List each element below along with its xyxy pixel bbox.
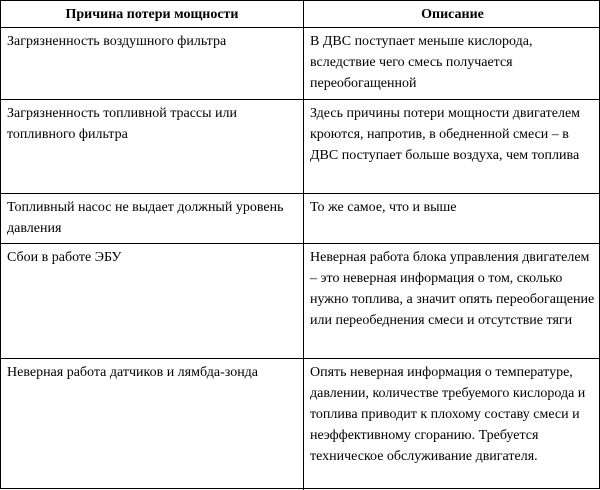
table-row (1, 243, 600, 358)
table-row (1, 99, 600, 193)
description-cell: Опять неверная информация о температуре, давлении, количестве требуемого кислорода и топлива приводит к плохому составу смеси и неэффективному сгоранию. Требуется техническое обслуживание двигателя. (303, 359, 600, 490)
cause-cell: Загрязненность воздушного фильтра (7, 34, 227, 49)
table-row (1, 358, 600, 490)
cause-cell: Сбои в работе ЭБУ (7, 250, 122, 265)
description-cell: Здесь причины потери мощности двигателем кроются, напротив, в обедненной смеси – в ДВС поступает больше воздуха, чем топлива (303, 100, 600, 193)
cause-cell: Топливный насос не выдает должный уровень давления (7, 200, 284, 236)
cause-cell: Загрязненность топливной трассы или топливного фильтра (7, 106, 238, 142)
description-cell: Неверная работа блока управления двигателем – это неверная информация о том, сколько нужно топлива, а значит опять переобогащение или переобеднения смеси и отсутствие тяги (303, 244, 600, 358)
header-description: Описание (303, 1, 600, 27)
header-cause: Причина потери мощности (65, 7, 239, 22)
table-row (1, 27, 600, 99)
table-header-row (1, 1, 600, 27)
description-cell: В ДВС поступает меньше кислорода, вследствие чего смесь получается переобогащенной (303, 28, 600, 99)
table-row (1, 193, 600, 243)
cause-cell: Неверная работа датчиков и лямбда-зонда (7, 365, 259, 380)
description-cell: То же самое, что и выше (303, 194, 600, 243)
